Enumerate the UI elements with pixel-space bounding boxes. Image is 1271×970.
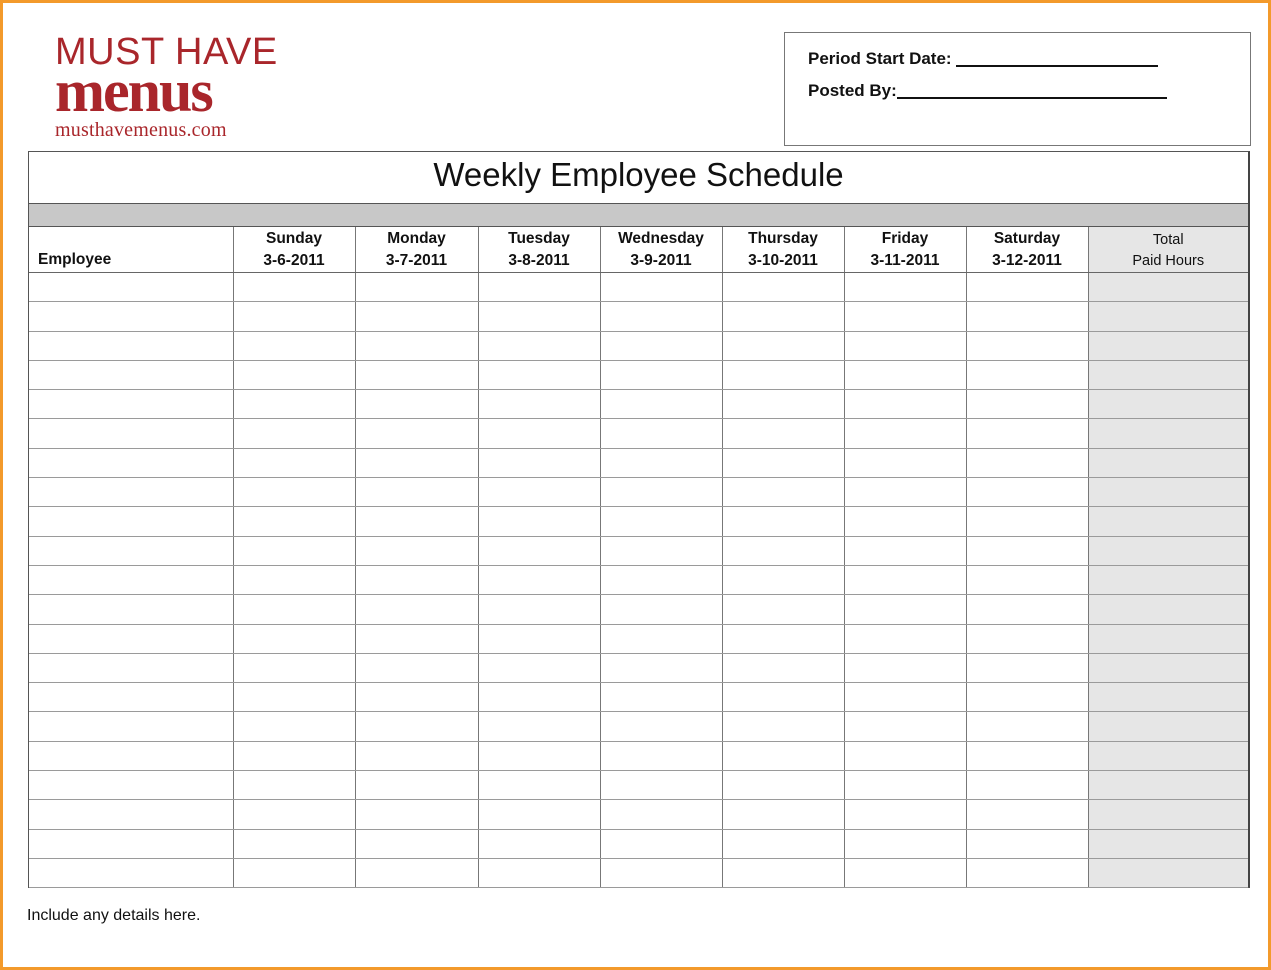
shift-cell-thursday[interactable] <box>722 390 844 419</box>
shift-cell-saturday[interactable] <box>966 478 1088 507</box>
shift-cell-tuesday[interactable] <box>478 595 600 624</box>
total-hours-cell[interactable] <box>1088 653 1248 682</box>
shift-cell-wednesday[interactable] <box>600 565 722 594</box>
employee-cell[interactable] <box>29 331 233 360</box>
shift-cell-tuesday[interactable] <box>478 858 600 887</box>
shift-cell-friday[interactable] <box>844 360 966 389</box>
employee-cell[interactable] <box>29 653 233 682</box>
must-have-menus-logo <box>55 33 278 141</box>
shift-cell-thursday[interactable] <box>722 478 844 507</box>
shift-cell-friday[interactable] <box>844 624 966 653</box>
shift-cell-sunday[interactable] <box>233 448 355 477</box>
day-header-monday <box>355 227 478 273</box>
table-row <box>29 273 1248 302</box>
shift-cell-thursday[interactable] <box>722 800 844 829</box>
shift-cell-saturday[interactable] <box>966 507 1088 536</box>
shift-cell-wednesday[interactable] <box>600 448 722 477</box>
table-row <box>29 829 1248 858</box>
shift-cell-friday[interactable] <box>844 771 966 800</box>
day-header-tuesday <box>478 227 600 273</box>
shift-cell-wednesday[interactable] <box>600 653 722 682</box>
shift-cell-sunday[interactable] <box>233 829 355 858</box>
shift-cell-saturday[interactable] <box>966 595 1088 624</box>
shift-cell-monday[interactable] <box>355 712 478 741</box>
shift-cell-monday[interactable] <box>355 858 478 887</box>
shift-cell-sunday[interactable] <box>233 273 355 302</box>
shift-cell-saturday[interactable] <box>966 536 1088 565</box>
shift-cell-tuesday[interactable] <box>478 624 600 653</box>
shift-cell-sunday[interactable] <box>233 478 355 507</box>
header-row <box>29 227 1248 273</box>
header-gray-band <box>29 204 1248 227</box>
shift-cell-thursday[interactable] <box>722 507 844 536</box>
total-hours-cell[interactable] <box>1088 829 1248 858</box>
table-row <box>29 683 1248 712</box>
shift-cell-sunday[interactable] <box>233 595 355 624</box>
shift-cell-tuesday[interactable] <box>478 712 600 741</box>
shift-cell-friday[interactable] <box>844 741 966 770</box>
shift-cell-thursday[interactable] <box>722 595 844 624</box>
employee-cell[interactable] <box>29 478 233 507</box>
period-info-box <box>784 32 1251 146</box>
shift-cell-thursday[interactable] <box>722 273 844 302</box>
logo-url-text: musthavemenus.com <box>55 119 227 141</box>
total-hours-cell[interactable] <box>1088 858 1248 887</box>
day-name: Sunday <box>266 230 322 247</box>
shift-cell-friday[interactable] <box>844 507 966 536</box>
shift-cell-thursday[interactable] <box>722 624 844 653</box>
day-date: 3-11-2011 <box>870 252 940 269</box>
shift-cell-monday[interactable] <box>355 302 478 331</box>
shift-cell-thursday[interactable] <box>722 331 844 360</box>
shift-cell-monday[interactable] <box>355 478 478 507</box>
shift-cell-tuesday[interactable] <box>478 536 600 565</box>
shift-cell-friday[interactable] <box>844 390 966 419</box>
shift-cell-tuesday[interactable] <box>478 800 600 829</box>
shift-cell-thursday[interactable] <box>722 829 844 858</box>
shift-cell-wednesday[interactable] <box>600 595 722 624</box>
shift-cell-friday[interactable] <box>844 712 966 741</box>
total-hours-cell[interactable] <box>1088 800 1248 829</box>
shift-cell-tuesday[interactable] <box>478 741 600 770</box>
shift-cell-monday[interactable] <box>355 331 478 360</box>
shift-cell-sunday[interactable] <box>233 565 355 594</box>
shift-cell-tuesday[interactable] <box>478 653 600 682</box>
day-date: 3-8-2011 <box>508 252 570 269</box>
day-name: Friday <box>881 230 929 247</box>
shift-cell-saturday[interactable] <box>966 331 1088 360</box>
shift-cell-thursday[interactable] <box>722 771 844 800</box>
schedule-grid <box>29 227 1248 888</box>
shift-cell-saturday[interactable] <box>966 858 1088 887</box>
logo-menus-text: menus <box>55 58 212 124</box>
shift-cell-tuesday[interactable] <box>478 683 600 712</box>
day-date: 3-9-2011 <box>630 252 692 269</box>
shift-cell-sunday[interactable] <box>233 741 355 770</box>
period-start-field[interactable] <box>956 65 1158 67</box>
table-row <box>29 741 1248 770</box>
shift-cell-tuesday[interactable] <box>478 390 600 419</box>
shift-cell-wednesday[interactable] <box>600 302 722 331</box>
shift-cell-wednesday[interactable] <box>600 507 722 536</box>
shift-cell-thursday[interactable] <box>722 653 844 682</box>
shift-cell-friday[interactable] <box>844 800 966 829</box>
shift-cell-sunday[interactable] <box>233 331 355 360</box>
total-header-line2: Paid Hours <box>1132 253 1205 269</box>
table-row <box>29 448 1248 477</box>
shift-cell-friday[interactable] <box>844 419 966 448</box>
shift-cell-wednesday[interactable] <box>600 478 722 507</box>
table-row <box>29 478 1248 507</box>
employee-cell[interactable] <box>29 595 233 624</box>
shift-cell-sunday[interactable] <box>233 302 355 331</box>
shift-cell-tuesday[interactable] <box>478 331 600 360</box>
shift-cell-wednesday[interactable] <box>600 419 722 448</box>
shift-cell-thursday[interactable] <box>722 360 844 389</box>
shift-cell-wednesday[interactable] <box>600 800 722 829</box>
day-name: Monday <box>387 230 446 247</box>
shift-cell-monday[interactable] <box>355 741 478 770</box>
shift-cell-wednesday[interactable] <box>600 536 722 565</box>
total-hours-cell[interactable] <box>1088 595 1248 624</box>
shift-cell-sunday[interactable] <box>233 683 355 712</box>
shift-cell-sunday[interactable] <box>233 771 355 800</box>
shift-cell-monday[interactable] <box>355 273 478 302</box>
shift-cell-sunday[interactable] <box>233 653 355 682</box>
table-row <box>29 331 1248 360</box>
shift-cell-tuesday[interactable] <box>478 419 600 448</box>
shift-cell-thursday[interactable] <box>722 683 844 712</box>
employee-cell[interactable] <box>29 771 233 800</box>
shift-cell-sunday[interactable] <box>233 624 355 653</box>
employee-cell[interactable] <box>29 741 233 770</box>
footer-note: Include any details here. <box>27 907 201 924</box>
shift-cell-thursday[interactable] <box>722 302 844 331</box>
schedule-body <box>29 273 1248 888</box>
day-date: 3-6-2011 <box>263 252 325 269</box>
shift-cell-wednesday[interactable] <box>600 712 722 741</box>
total-hours-cell[interactable] <box>1088 771 1248 800</box>
shift-cell-tuesday[interactable] <box>478 302 600 331</box>
shift-cell-saturday[interactable] <box>966 302 1088 331</box>
shift-cell-tuesday[interactable] <box>478 273 600 302</box>
shift-cell-tuesday[interactable] <box>478 771 600 800</box>
shift-cell-tuesday[interactable] <box>478 507 600 536</box>
shift-cell-saturday[interactable] <box>966 771 1088 800</box>
table-row <box>29 624 1248 653</box>
day-header-wednesday <box>600 227 722 273</box>
shift-cell-saturday[interactable] <box>966 273 1088 302</box>
shift-cell-monday[interactable] <box>355 624 478 653</box>
shift-cell-sunday[interactable] <box>233 390 355 419</box>
day-header-thursday <box>722 227 844 273</box>
shift-cell-friday[interactable] <box>844 595 966 624</box>
shift-cell-saturday[interactable] <box>966 829 1088 858</box>
table-row <box>29 800 1248 829</box>
shift-cell-tuesday[interactable] <box>478 478 600 507</box>
day-header-friday <box>844 227 966 273</box>
shift-cell-saturday[interactable] <box>966 565 1088 594</box>
total-hours-cell[interactable] <box>1088 683 1248 712</box>
day-name: Tuesday <box>508 230 570 247</box>
day-header-saturday <box>966 227 1088 273</box>
shift-cell-monday[interactable] <box>355 683 478 712</box>
shift-cell-sunday[interactable] <box>233 360 355 389</box>
posted-by-row <box>808 79 1250 101</box>
shift-cell-saturday[interactable] <box>966 419 1088 448</box>
shift-cell-monday[interactable] <box>355 390 478 419</box>
shift-cell-monday[interactable] <box>355 595 478 624</box>
shift-cell-thursday[interactable] <box>722 858 844 887</box>
employee-cell[interactable] <box>29 390 233 419</box>
total-hours-cell[interactable] <box>1088 390 1248 419</box>
shift-cell-monday[interactable] <box>355 419 478 448</box>
logo-top-text: MUST HAVE <box>55 31 278 73</box>
table-row <box>29 595 1248 624</box>
shift-cell-wednesday[interactable] <box>600 390 722 419</box>
shift-cell-wednesday[interactable] <box>600 273 722 302</box>
day-name: Saturday <box>993 230 1061 247</box>
employee-cell[interactable] <box>29 360 233 389</box>
table-row <box>29 858 1248 887</box>
shift-cell-thursday[interactable] <box>722 565 844 594</box>
shift-cell-tuesday[interactable] <box>478 565 600 594</box>
total-hours-cell[interactable] <box>1088 360 1248 389</box>
shift-cell-wednesday[interactable] <box>600 829 722 858</box>
shift-cell-sunday[interactable] <box>233 858 355 887</box>
shift-cell-saturday[interactable] <box>966 448 1088 477</box>
table-row <box>29 565 1248 594</box>
employee-cell[interactable] <box>29 565 233 594</box>
shift-cell-friday[interactable] <box>844 565 966 594</box>
shift-cell-saturday[interactable] <box>966 712 1088 741</box>
schedule-title: Weekly Employee Schedule <box>29 152 1248 204</box>
shift-cell-saturday[interactable] <box>966 653 1088 682</box>
table-row <box>29 771 1248 800</box>
shift-cell-thursday[interactable] <box>722 419 844 448</box>
table-row <box>29 302 1248 331</box>
total-paid-hours-header <box>1088 227 1248 273</box>
table-row <box>29 360 1248 389</box>
day-name: Thursday <box>748 230 818 247</box>
shift-cell-wednesday[interactable] <box>600 771 722 800</box>
day-date: 3-7-2011 <box>385 252 448 269</box>
shift-cell-saturday[interactable] <box>966 624 1088 653</box>
employee-cell[interactable] <box>29 624 233 653</box>
employee-cell[interactable] <box>29 683 233 712</box>
total-hours-cell[interactable] <box>1088 419 1248 448</box>
shift-cell-friday[interactable] <box>844 273 966 302</box>
shift-cell-sunday[interactable] <box>233 536 355 565</box>
shift-cell-thursday[interactable] <box>722 712 844 741</box>
employee-cell[interactable] <box>29 507 233 536</box>
shift-cell-thursday[interactable] <box>722 536 844 565</box>
shift-cell-tuesday[interactable] <box>478 360 600 389</box>
shift-cell-sunday[interactable] <box>233 507 355 536</box>
period-start-label: Period Start Date: <box>808 49 952 68</box>
shift-cell-friday[interactable] <box>844 536 966 565</box>
posted-by-label: Posted By: <box>808 81 897 100</box>
table-row <box>29 536 1248 565</box>
day-header-sunday <box>233 227 355 273</box>
total-hours-cell[interactable] <box>1088 624 1248 653</box>
shift-cell-friday[interactable] <box>844 302 966 331</box>
shift-cell-monday[interactable] <box>355 829 478 858</box>
day-name: Wednesday <box>618 230 704 247</box>
shift-cell-saturday[interactable] <box>966 800 1088 829</box>
employee-cell[interactable] <box>29 858 233 887</box>
shift-cell-wednesday[interactable] <box>600 683 722 712</box>
total-hours-cell[interactable] <box>1088 273 1248 302</box>
shift-cell-wednesday[interactable] <box>600 858 722 887</box>
total-hours-cell[interactable] <box>1088 712 1248 741</box>
shift-cell-monday[interactable] <box>355 448 478 477</box>
employee-cell[interactable] <box>29 302 233 331</box>
total-hours-cell[interactable] <box>1088 741 1248 770</box>
shift-cell-monday[interactable] <box>355 653 478 682</box>
day-date: 3-10-2011 <box>748 252 818 269</box>
shift-cell-friday[interactable] <box>844 653 966 682</box>
shift-cell-friday[interactable] <box>844 478 966 507</box>
shift-cell-wednesday[interactable] <box>600 360 722 389</box>
employee-cell[interactable] <box>29 829 233 858</box>
shift-cell-friday[interactable] <box>844 683 966 712</box>
shift-cell-wednesday[interactable] <box>600 624 722 653</box>
employee-column-header: Employee <box>29 227 233 273</box>
shift-cell-monday[interactable] <box>355 800 478 829</box>
total-header-line1: Total <box>1152 232 1184 248</box>
table-row <box>29 390 1248 419</box>
total-hours-cell[interactable] <box>1088 448 1248 477</box>
shift-cell-thursday[interactable] <box>722 741 844 770</box>
period-start-row <box>808 47 1250 69</box>
shift-cell-thursday[interactable] <box>722 448 844 477</box>
shift-cell-monday[interactable] <box>355 565 478 594</box>
total-hours-cell[interactable] <box>1088 507 1248 536</box>
shift-cell-saturday[interactable] <box>966 390 1088 419</box>
shift-cell-monday[interactable] <box>355 536 478 565</box>
total-hours-cell[interactable] <box>1088 536 1248 565</box>
shift-cell-friday[interactable] <box>844 448 966 477</box>
shift-cell-friday[interactable] <box>844 829 966 858</box>
shift-cell-tuesday[interactable] <box>478 829 600 858</box>
shift-cell-sunday[interactable] <box>233 800 355 829</box>
shift-cell-tuesday[interactable] <box>478 448 600 477</box>
shift-cell-sunday[interactable] <box>233 419 355 448</box>
shift-cell-monday[interactable] <box>355 360 478 389</box>
table-row <box>29 653 1248 682</box>
shift-cell-wednesday[interactable] <box>600 331 722 360</box>
shift-cell-wednesday[interactable] <box>600 741 722 770</box>
employee-cell[interactable] <box>29 419 233 448</box>
posted-by-field[interactable] <box>897 97 1167 99</box>
shift-cell-saturday[interactable] <box>966 741 1088 770</box>
table-row <box>29 507 1248 536</box>
shift-cell-friday[interactable] <box>844 858 966 887</box>
shift-cell-saturday[interactable] <box>966 683 1088 712</box>
employee-cell[interactable] <box>29 448 233 477</box>
day-date: 3-12-2011 <box>992 252 1062 269</box>
total-hours-cell[interactable] <box>1088 331 1248 360</box>
table-row <box>29 712 1248 741</box>
total-hours-cell[interactable] <box>1088 478 1248 507</box>
total-hours-cell[interactable] <box>1088 302 1248 331</box>
shift-cell-monday[interactable] <box>355 507 478 536</box>
shift-cell-monday[interactable] <box>355 771 478 800</box>
employee-cell[interactable] <box>29 273 233 302</box>
table-row <box>29 419 1248 448</box>
schedule-table-frame <box>28 151 1250 888</box>
total-hours-cell[interactable] <box>1088 565 1248 594</box>
employee-cell[interactable] <box>29 536 233 565</box>
employee-cell[interactable] <box>29 712 233 741</box>
shift-cell-sunday[interactable] <box>233 712 355 741</box>
employee-cell[interactable] <box>29 800 233 829</box>
shift-cell-friday[interactable] <box>844 331 966 360</box>
shift-cell-saturday[interactable] <box>966 360 1088 389</box>
